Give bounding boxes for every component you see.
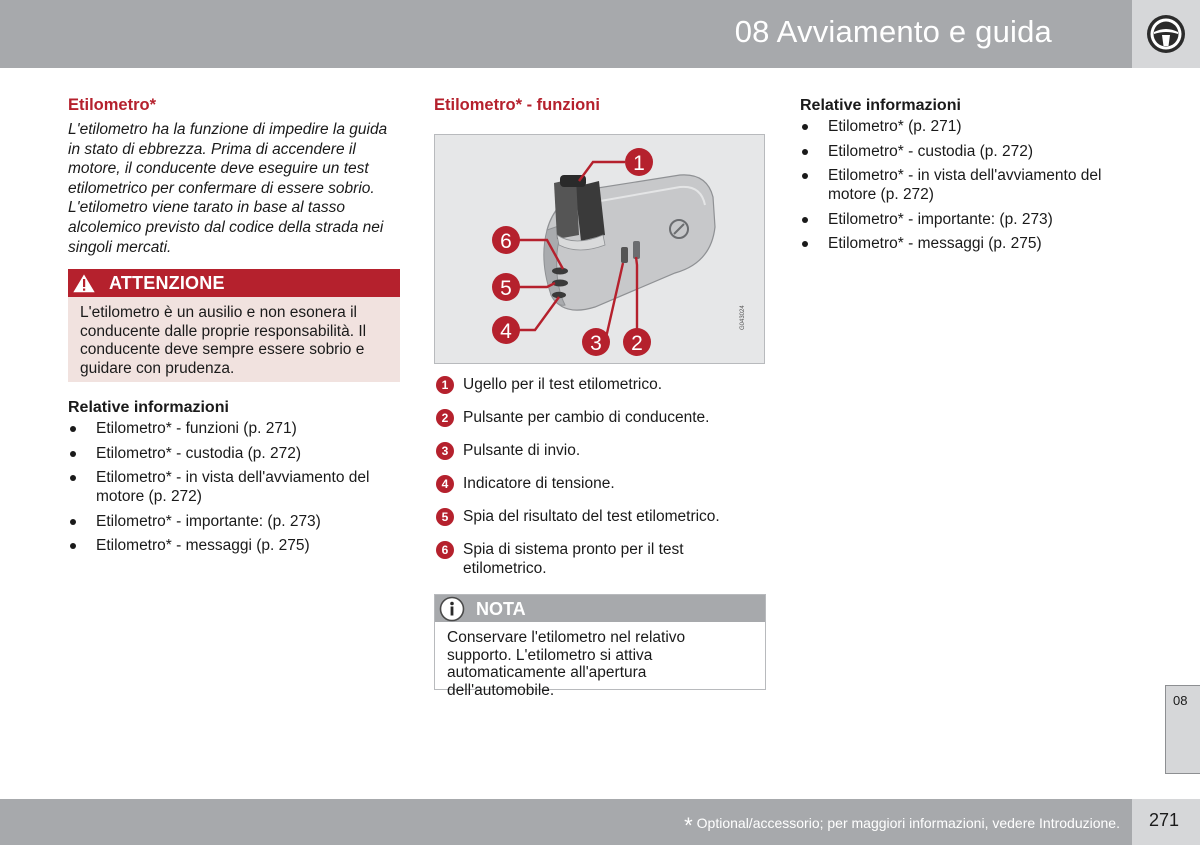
number-badge: 6 [436,541,454,559]
callout-6 [492,226,520,254]
svg-text:3: 3 [590,332,602,355]
bullet-icon [70,519,76,525]
bullet-icon [70,451,76,457]
number-badge: 3 [436,442,454,460]
related-link-text: Etilometro* (p. 271) [828,118,962,135]
number-badge: 1 [436,376,454,394]
svg-text:2: 2 [631,332,643,355]
page-number: 271 [1149,810,1180,830]
callout-3 [582,328,610,356]
related-link-text: Etilometro* - messaggi (p. 275) [828,235,1042,252]
related-link[interactable] [68,444,403,463]
related-list-right [800,117,1125,259]
component-item [434,441,769,460]
section-title-etilometro: Etilometro* [68,96,157,114]
related-link[interactable] [68,419,403,438]
related-link-text: Etilometro* - funzioni (p. 271) [96,420,297,437]
svg-text:1: 1 [633,152,645,175]
related-link[interactable] [68,512,403,531]
breathalyzer-figure [434,134,765,364]
component-text: Pulsante di invio. [463,442,581,459]
component-item [434,408,769,427]
note-title: NOTA [476,599,526,619]
note-box [434,594,766,699]
component-list [434,375,769,592]
callout-1 [625,148,653,176]
chapter-icon-box [1132,0,1200,68]
bullet-icon [802,217,808,223]
steering-wheel-icon [1145,13,1187,55]
related-heading: Relative informazioni [68,399,229,416]
bullet-icon [802,241,808,247]
component-text: Spia del risultato del test etilometrico. [463,508,720,525]
component-text: Indicatore di tensione. [463,475,615,492]
related-link-text: Etilometro* - custodia (p. 272) [828,142,1034,160]
component-item [434,375,769,394]
svg-text:4: 4 [500,320,512,343]
bullet-icon [802,149,808,155]
footer-note [684,813,1120,839]
component-text: Spia di sistema pronto per il test etilometrico. [463,541,684,577]
bullet-icon [70,426,76,432]
svg-text:5: 5 [500,277,512,300]
bullet-icon [802,173,808,179]
intro-paragraph: L'etilometro ha la funzione di impedire la guida in stato di ebbrezza. Prima di accendere il motore, il conducente deve eseguire un test etilometrico per confermare di essere sobrio. L'etilometro viene tarato in base al tasso alcolemico previsto dal codice della strada nei singoli mercati. [68,121,388,256]
bullet-icon [70,543,76,549]
related-link[interactable] [800,117,1125,136]
related-link[interactable] [800,210,1125,229]
warning-box [68,269,400,382]
figure-code: G043024 [740,305,746,330]
component-item [434,507,769,526]
warning-header [68,269,400,297]
component-text: Pulsante per cambio di conducente. [463,409,710,426]
related-link[interactable] [68,468,403,506]
section-title-funzioni: Etilometro* - funzioni [434,96,600,114]
page-footer [0,799,1132,845]
related-link-text: Etilometro* - in vista dell'avviamento del motore (p. 272) [96,469,370,505]
note-header [435,595,765,622]
breathalyzer-illustration [435,135,764,363]
related-link-text: Etilometro* - in vista dell'avviamento del motore (p. 272) [828,167,1102,203]
chapter-title: 08 Avviamento e guida [734,14,1052,49]
number-badge: 5 [436,508,454,526]
page-number-box [1132,799,1200,845]
svg-text:6: 6 [500,230,512,253]
related-link[interactable] [68,536,403,555]
related-link-text: Etilometro* - importante: (p. 273) [828,210,1053,228]
related-link[interactable] [800,234,1125,253]
callout-2 [623,328,651,356]
bullet-icon [802,124,808,130]
callout-5 [492,273,520,301]
related-link[interactable] [800,166,1125,204]
related-link-text: Etilometro* - messaggi (p. 275) [96,537,310,554]
bullet-icon [70,475,76,481]
related-link[interactable] [800,142,1125,161]
page-header [0,0,1132,68]
chapter-tab [1165,685,1200,774]
callout-4 [492,316,520,344]
warning-text: L'etilometro è un ausilio e non esonera il conducente dalle proprie responsabilità. Il conducente deve sempre essere sobrio e guidare con prudenza. [80,304,367,377]
footnote-star: * [684,813,693,838]
related-heading-right: Relative informazioni [800,97,961,114]
component-item [434,474,769,493]
number-badge: 2 [436,409,454,427]
related-list [68,419,403,561]
info-icon [439,596,465,622]
warning-triangle-icon [71,271,97,295]
related-link-text: Etilometro* - custodia (p. 272) [96,444,302,462]
chapter-tab-label: 08 [1173,693,1188,708]
number-badge: 4 [436,475,454,493]
footer-note-text: Optional/accessorio; per maggiori informazioni, vedere Introduzione. [696,815,1120,831]
related-link-text: Etilometro* - importante: (p. 273) [96,512,321,530]
note-text: Conservare l'etilometro nel relativo supporto. L'etilometro si attiva automaticamente all'apertura dell'automobile. [447,629,686,699]
component-item [434,540,769,578]
component-text: Ugello per il test etilometrico. [463,376,662,393]
warning-title: ATTENZIONE [109,273,225,293]
